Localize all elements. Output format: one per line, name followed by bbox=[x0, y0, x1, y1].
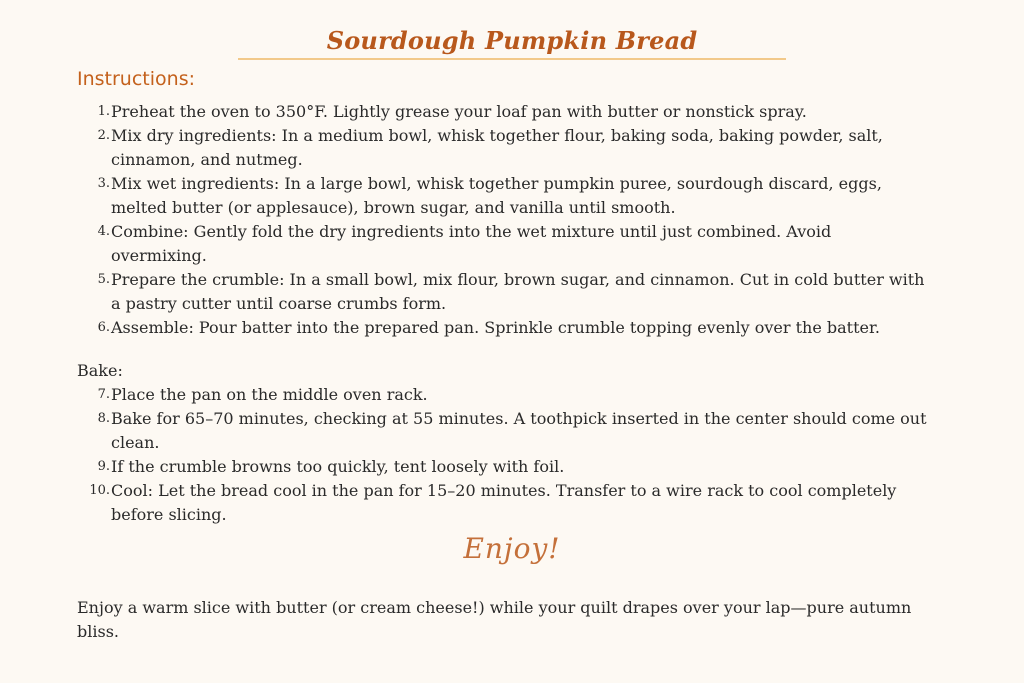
step-text: If the crumble browns too quickly, tent loosely with foil. bbox=[111, 457, 565, 476]
step-text: Prepare the crumble: In a small bowl, mix flour, brown sugar, and cinnamon. Cut in cold butter with a pastry cutter until coarse crumbs form. bbox=[111, 270, 925, 313]
enjoy-script: Enjoy! bbox=[463, 532, 561, 565]
step-text: Mix dry ingredients: In a medium bowl, whisk together flour, baking soda, baking powder, salt, cinnamon, and nutmeg. bbox=[111, 126, 883, 169]
instruction-step bbox=[0, 316, 1024, 340]
instruction-step bbox=[0, 124, 1024, 172]
step-number: 1. bbox=[97, 104, 110, 119]
step-text: Mix wet ingredients: In a large bowl, whisk together pumpkin puree, sourdough discard, eggs, melted butter (or applesauce), brown sugar, and vanilla until smooth. bbox=[111, 174, 882, 217]
title-underline bbox=[238, 58, 786, 60]
instruction-step bbox=[0, 407, 1024, 455]
bake-label: Bake: bbox=[77, 361, 123, 380]
step-number: 9. bbox=[97, 459, 110, 474]
step-number: 10. bbox=[89, 483, 110, 498]
closing-paragraph: Enjoy a warm slice with butter (or cream cheese!) while your quilt drapes over your lap—pure autumn bliss. bbox=[77, 598, 912, 641]
step-text: Cool: Let the bread cool in the pan for 15–20 minutes. Transfer to a wire rack to cool completely before slicing. bbox=[111, 481, 897, 524]
instruction-list-part2 bbox=[0, 383, 1024, 527]
instruction-step bbox=[0, 220, 1024, 268]
instruction-step bbox=[0, 455, 1024, 479]
step-number: 8. bbox=[97, 411, 110, 426]
step-number: 6. bbox=[97, 320, 110, 335]
step-number: 4. bbox=[97, 224, 110, 239]
instruction-step bbox=[0, 479, 1024, 527]
step-number: 2. bbox=[97, 128, 110, 143]
instruction-step bbox=[0, 383, 1024, 407]
step-text: Assemble: Pour batter into the prepared pan. Sprinkle crumble topping evenly over the batter. bbox=[111, 318, 880, 337]
step-number: 7. bbox=[97, 387, 110, 402]
step-text: Preheat the oven to 350°F. Lightly grease your loaf pan with butter or nonstick spray. bbox=[111, 102, 807, 121]
instruction-step bbox=[0, 268, 1024, 316]
step-text: Bake for 65–70 minutes, checking at 55 minutes. A toothpick inserted in the center should come out clean. bbox=[111, 409, 927, 452]
instruction-list-part1 bbox=[0, 100, 1024, 340]
step-text: Place the pan on the middle oven rack. bbox=[111, 385, 428, 404]
instruction-step bbox=[0, 100, 1024, 124]
step-number: 5. bbox=[97, 272, 110, 287]
step-number: 3. bbox=[97, 176, 110, 191]
step-text: Combine: Gently fold the dry ingredients into the wet mixture until just combined. Avoid overmixing. bbox=[111, 222, 832, 265]
instructions-heading: Instructions: bbox=[77, 68, 195, 90]
recipe-title: Sourdough Pumpkin Bread bbox=[326, 26, 698, 55]
instruction-step bbox=[0, 172, 1024, 220]
